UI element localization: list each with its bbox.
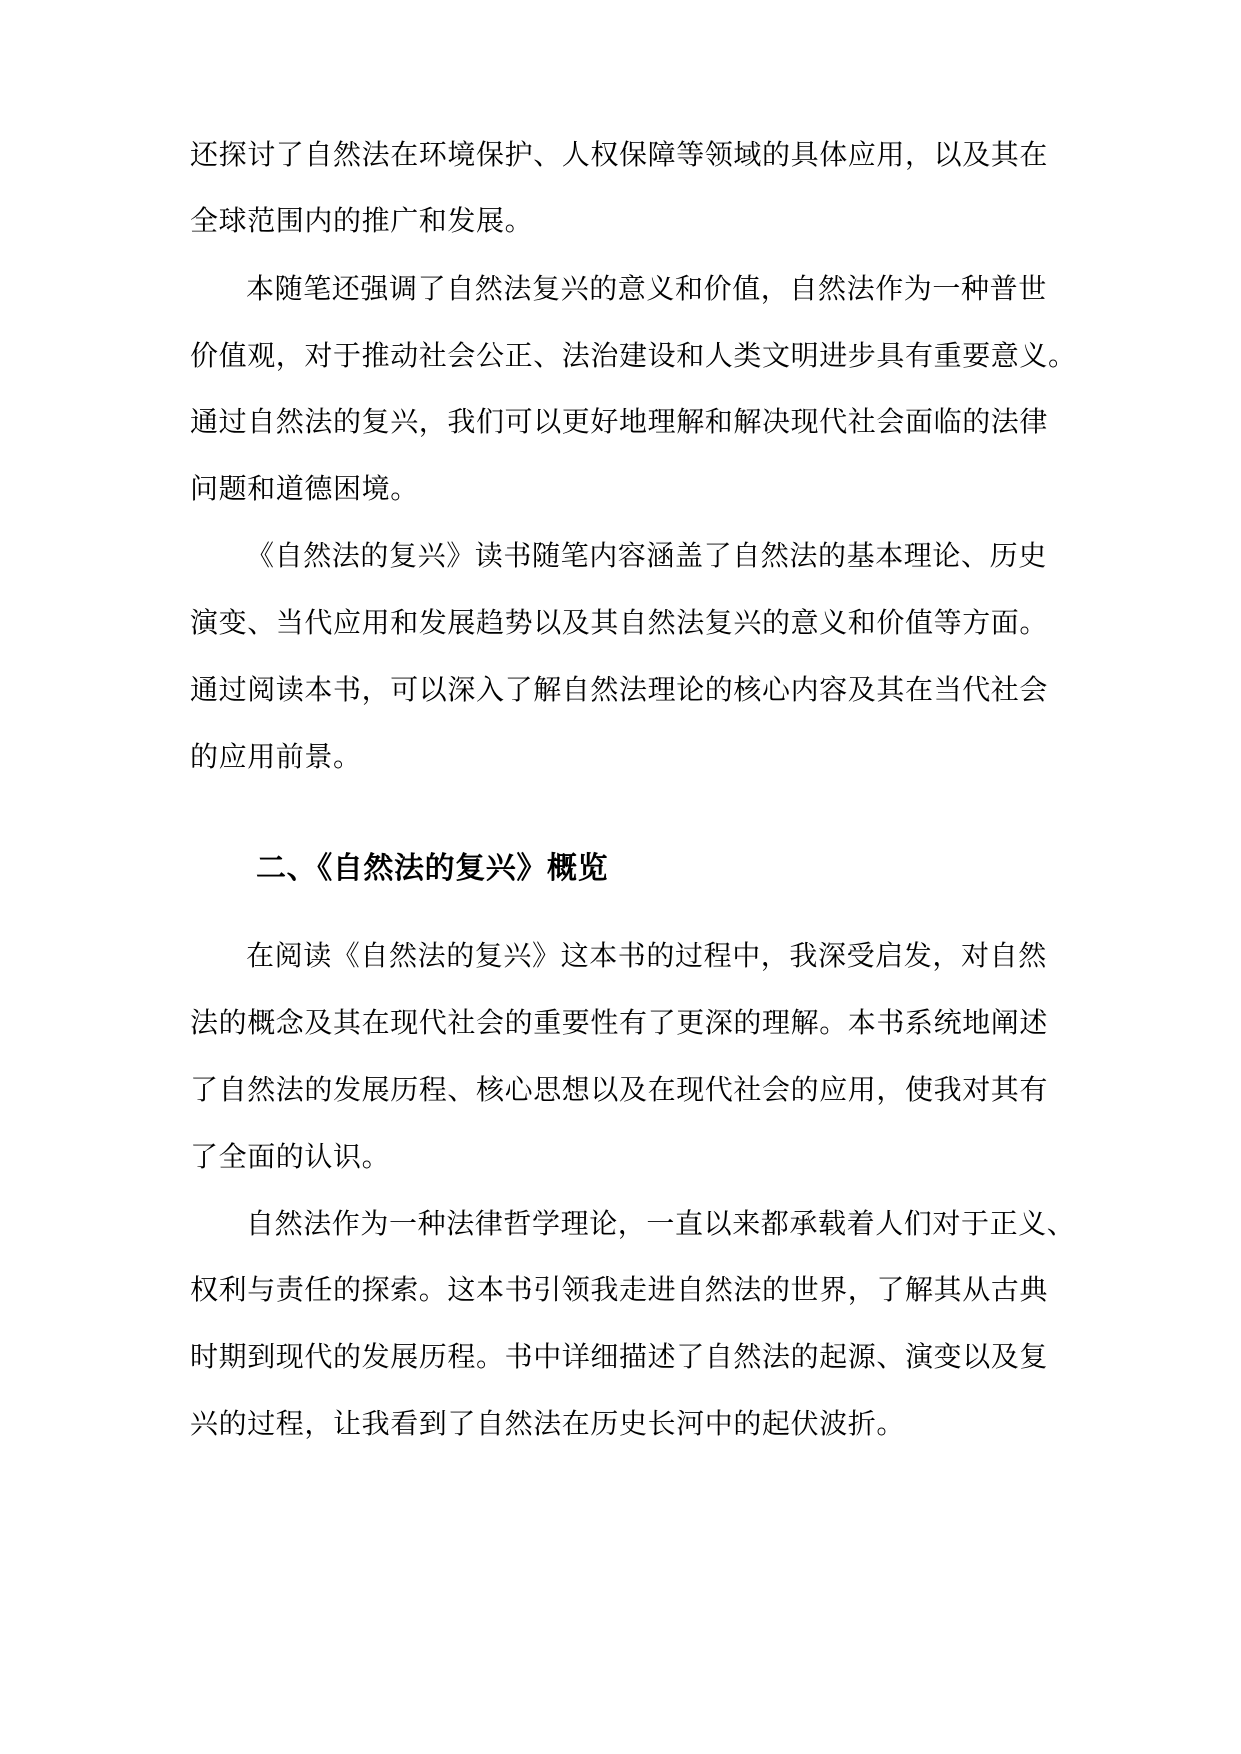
paragraph-2-line-2: 价值观，对于推动社会公正、法治建设和人类文明进步具有重要意义。 bbox=[190, 339, 1077, 372]
paragraph-3-line-1: 《自然法的复兴》读书随笔内容涵盖了自然法的基本理论、历史 bbox=[246, 539, 1047, 572]
section-heading: 二、《自然法的复兴》概览 bbox=[256, 851, 609, 886]
section-paragraph-1-line-2: 法的概念及其在现代社会的重要性有了更深的理解。本书系统地阐述 bbox=[190, 1006, 1049, 1039]
section-paragraph-2-line-4: 兴的过程，让我看到了自然法在历史长河中的起伏波折。 bbox=[190, 1407, 906, 1440]
paragraph-2-line-1: 本随笔还强调了自然法复兴的意义和价值，自然法作为一种普世 bbox=[246, 272, 1047, 305]
section-paragraph-1-line-3: 了自然法的发展历程、核心思想以及在现代社会的应用，使我对其有 bbox=[190, 1073, 1049, 1106]
section-paragraph-2-line-1: 自然法作为一种法律哲学理论，一直以来都承载着人们对于正义、 bbox=[246, 1207, 1076, 1240]
paragraph-3-line-3: 通过阅读本书，可以深入了解自然法理论的核心内容及其在当代社会 bbox=[190, 673, 1049, 706]
paragraph-2-line-3: 通过自然法的复兴，我们可以更好地理解和解决现代社会面临的法律 bbox=[190, 405, 1049, 438]
section-paragraph-1-line-4: 了全面的认识。 bbox=[190, 1140, 391, 1173]
paragraph-1-line-1: 还探讨了自然法在环境保护、人权保障等领域的具体应用，以及其在 bbox=[190, 138, 1049, 171]
section-paragraph-2-line-2: 权利与责任的探索。这本书引领我走进自然法的世界，了解其从古典 bbox=[190, 1273, 1049, 1306]
section-paragraph-1-line-1: 在阅读《自然法的复兴》这本书的过程中，我深受启发，对自然 bbox=[246, 939, 1047, 972]
paragraph-2-line-4: 问题和道德困境。 bbox=[190, 472, 419, 505]
section-paragraph-2-line-3: 时期到现代的发展历程。书中详细描述了自然法的起源、演变以及复 bbox=[190, 1340, 1049, 1373]
paragraph-1-line-2: 全球范围内的推广和发展。 bbox=[190, 204, 534, 237]
paragraph-3-line-4: 的应用前景。 bbox=[190, 740, 362, 773]
paragraph-3-line-2: 演变、当代应用和发展趋势以及其自然法复兴的意义和价值等方面。 bbox=[190, 606, 1049, 639]
